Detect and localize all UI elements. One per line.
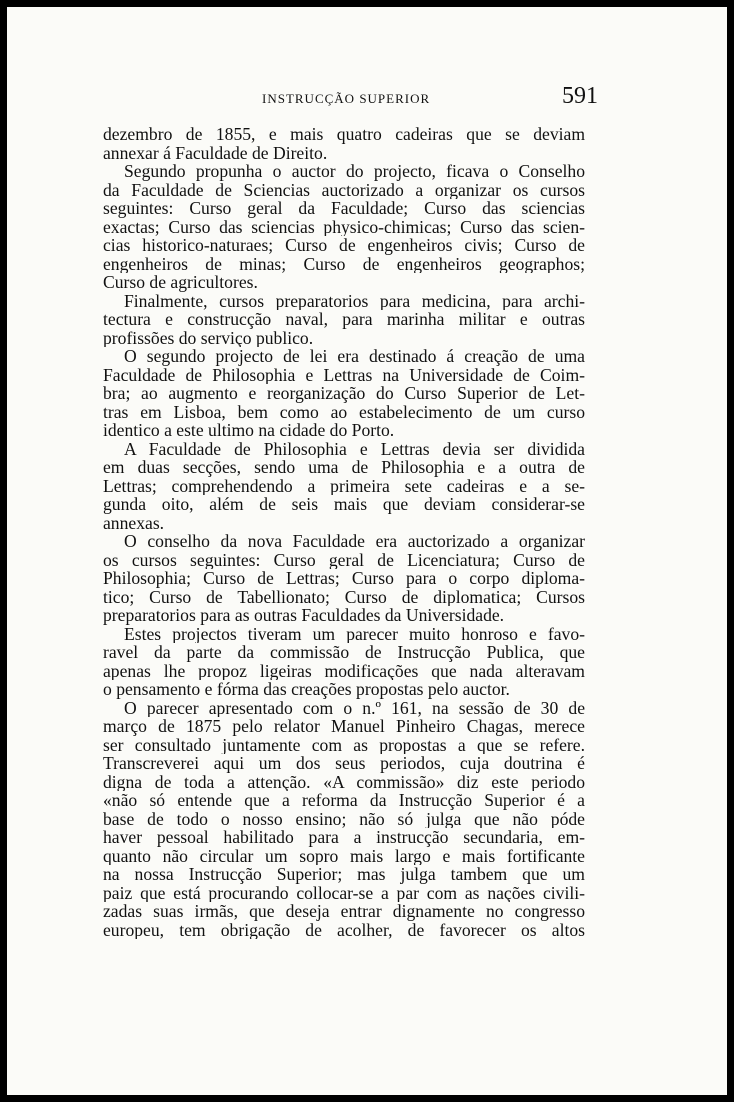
text-line: Finalmente, cursos preparatorios para medicina, para archi- (124, 291, 585, 310)
text-line: o pensamento e fórma das creações propostas pelo auctor. (103, 680, 510, 699)
text-line: Transcreverei aqui um dos seus periodos, cuja doutrina é (103, 754, 585, 773)
text-line: quanto não circular um sopro mais largo e mais fortificante (103, 846, 585, 865)
text-line: A Faculdade de Philosophia e Lettras devia ser dividida (124, 439, 585, 458)
text-line: bra; ao augmento e reorganização do Curso Superior de Let- (103, 384, 585, 403)
page-number: 591 (562, 83, 598, 109)
body-text (103, 125, 585, 939)
text-line: haver pessoal habilitado para a instrucção secundaria, em- (103, 828, 585, 847)
text-line: Segundo propunha o auctor do projecto, ficava o Conselho (124, 162, 585, 181)
text-line: preparatorios para as outras Faculdades da Universidade. (103, 606, 505, 625)
text-line: europeu, tem obrigação de acolher, de favorecer os altos (103, 920, 585, 939)
text-line: annexar á Faculdade de Direito. (103, 143, 328, 162)
text-line: O parecer apresentado com o n.º 161, na sessão de 30 de (124, 698, 585, 717)
text-line: dezembro de 1855, e mais quatro cadeiras que se deviam (103, 125, 585, 144)
text-line: ravel da parte da commissão de Instrucção Publica, que (103, 643, 585, 662)
text-line: identico a este ultimo na cidade do Porto. (103, 421, 395, 440)
page-header (7, 83, 727, 117)
text-line: O conselho da nova Faculdade era auctorizado a organizar (124, 532, 585, 551)
text-line: os cursos seguintes: Curso geral de Licenciatura; Curso de (103, 550, 585, 569)
text-line: seguintes: Curso geral da Faculdade; Curso das sciencias (103, 199, 585, 218)
text-line: paiz que está procurando collocar-se a par com as nações civili- (103, 883, 585, 902)
text-line: profissões do serviço publico. (103, 328, 314, 347)
text-line: engenheiros de minas; Curso de engenheiros geographos; (103, 254, 585, 273)
text-line: apenas lhe propoz ligeiras modificações que nada alteravam (103, 661, 585, 680)
text-line: «não só entende que a reforma da Instrucção Superior é a (103, 791, 585, 810)
text-line: tectura e construcção naval, para marinha militar e outras (103, 310, 585, 329)
text-line: na nossa Instrucção Superior; mas julga tambem que um (103, 865, 585, 884)
text-line: março de 1875 pelo relator Manuel Pinheiro Chagas, merece (103, 717, 585, 736)
text-line: O segundo projecto de lei era destinado á creação de uma (124, 347, 585, 366)
text-line: Estes projectos tiveram um parecer muito honroso e favo- (124, 624, 585, 643)
text-line: annexas. (103, 513, 165, 532)
text-line: tras em Lisboa, bem como ao estabelecimento de um curso (103, 402, 585, 421)
book-page (7, 7, 727, 1095)
text-line: Philosophia; Curso de Lettras; Curso para o corpo diploma- (103, 569, 585, 588)
text-line: ser consultado juntamente com as propostas a que se refere. (103, 735, 585, 754)
text-line: exactas; Curso das sciencias physico-chimicas; Curso das scien- (103, 217, 585, 236)
text-line: Lettras; comprehendendo a primeira sete cadeiras e a se- (103, 476, 585, 495)
text-line: digna de toda a attenção. «A commissão» diz este periodo (103, 772, 585, 791)
text-line: Curso de agricultores. (103, 273, 258, 292)
text-line: em duas secções, sendo uma de Philosophia e a outra de (103, 458, 585, 477)
text-line: gunda oito, além de seis mais que deviam considerar-se (103, 495, 585, 514)
text-line: base de todo o nosso ensino; não só julga que não póde (103, 809, 585, 828)
text-line: da Faculdade de Sciencias auctorizado a organizar os cursos (103, 180, 585, 199)
text-line: tico; Curso de Tabellionato; Curso de diplomatica; Cursos (103, 587, 585, 606)
text-line: cias historico-naturaes; Curso de engenheiros civis; Curso de (103, 236, 585, 255)
running-title: INSTRUCÇÃO SUPERIOR (262, 91, 431, 106)
text-line: Faculdade de Philosophia e Lettras na Universidade de Coim- (103, 365, 585, 384)
text-line: zadas suas irmãs, que deseja entrar dignamente no congresso (103, 902, 585, 921)
